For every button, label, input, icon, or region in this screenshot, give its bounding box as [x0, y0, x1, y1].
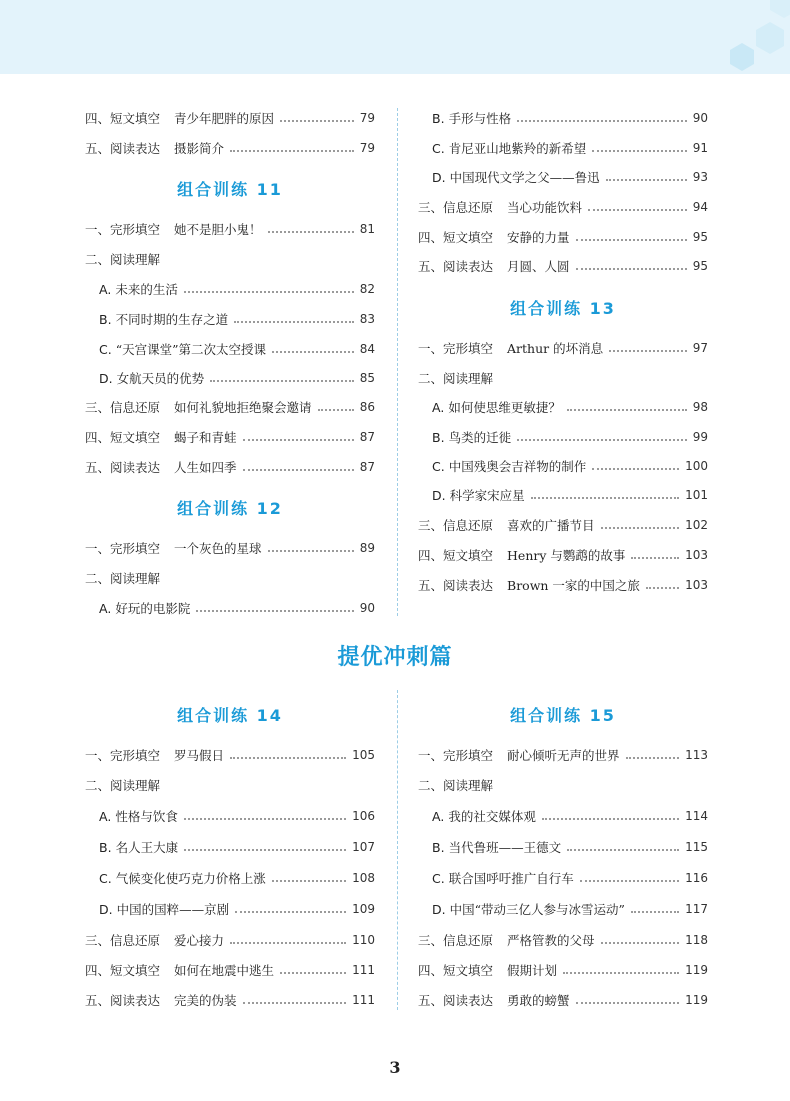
dot-leader: [184, 818, 346, 820]
toc-entry[interactable]: [85, 368, 375, 388]
entry-title: 月圆、人圆: [507, 259, 570, 274]
toc-entry[interactable]: [418, 138, 708, 158]
toc-entry[interactable]: [418, 515, 708, 535]
toc-entry[interactable]: [85, 960, 375, 980]
toc-entry[interactable]: [418, 256, 708, 276]
entry-page: 79: [359, 111, 375, 125]
dot-leader: [184, 849, 346, 851]
entry-page: 103: [685, 578, 708, 592]
entry-title: 喜欢的广播节目: [507, 518, 595, 533]
entry-title: 中国的国粹——京剧: [116, 902, 230, 917]
entry-title: 安静的力量: [507, 230, 570, 245]
entry-page: 107: [352, 840, 375, 854]
entry-page: 97: [692, 341, 708, 355]
entry-title: 如何礼貌地拒绝聚会邀请: [174, 400, 312, 415]
toc-entry[interactable]: [85, 598, 375, 618]
toc-entry[interactable]: [85, 309, 375, 329]
entry-page: 100: [685, 459, 708, 473]
entry-letter: B.: [432, 110, 445, 126]
toc-entry[interactable]: [418, 338, 708, 358]
entry-page: 119: [685, 993, 708, 1007]
entry-title: 她不是胆小鬼！: [174, 222, 262, 237]
entry-letter: D.: [432, 169, 446, 185]
dot-leader: [592, 150, 687, 152]
dot-leader: [646, 587, 679, 589]
entry-page: 108: [352, 871, 375, 885]
dot-leader: [601, 942, 680, 944]
toc-entry[interactable]: [85, 930, 375, 950]
dot-leader: [268, 231, 354, 233]
entry-section: 四、短文填空: [85, 430, 161, 445]
entry-letter: D.: [432, 487, 446, 503]
dot-leader: [196, 610, 353, 612]
entry-page: 109: [352, 902, 375, 916]
entry-letter: C.: [99, 870, 112, 886]
toc-entry[interactable]: [418, 167, 708, 187]
toc-category: [418, 368, 708, 388]
entry-section: 五、阅读表达: [85, 993, 161, 1008]
entry-page: 87: [359, 430, 375, 444]
entry-title: Brown 一家的中国之旅: [507, 578, 640, 593]
entry-section: 一、完形填空: [418, 748, 494, 763]
dot-leader: [318, 409, 354, 411]
toc-category: [85, 568, 375, 588]
entry-title: 如何使思维更敏捷？: [448, 400, 561, 415]
entry-page: 95: [692, 259, 708, 273]
entry-page: 91: [692, 141, 708, 155]
entry-section: 五、阅读表达: [85, 460, 161, 475]
toc-entry[interactable]: [418, 837, 708, 857]
entry-title: 摄影简介: [174, 141, 225, 156]
entry-section: 三、信息还原: [418, 200, 494, 215]
dot-leader: [210, 380, 354, 382]
hexagon-decoration-icon: [670, 0, 790, 74]
toc-entry[interactable]: [418, 745, 708, 765]
entry-section: 三、信息还原: [85, 933, 161, 948]
entry-title: 气候变化使巧克力价格上涨: [115, 871, 266, 886]
toc-entry[interactable]: [418, 545, 708, 565]
dot-leader: [230, 757, 346, 759]
dot-leader: [606, 179, 687, 181]
entry-letter: B.: [432, 429, 445, 445]
entry-letter: B.: [99, 311, 112, 327]
toc-entry[interactable]: [418, 868, 708, 888]
toc-entry[interactable]: [85, 279, 375, 299]
entry-page: 105: [352, 748, 375, 762]
entry-page: 98: [692, 400, 708, 414]
entry-page: 84: [359, 342, 375, 356]
entry-title: 一个灰色的星球: [174, 541, 262, 556]
toc-entry[interactable]: [418, 960, 708, 980]
toc-entry[interactable]: [418, 427, 708, 447]
page-number: 3: [389, 1058, 401, 1077]
dot-leader: [272, 880, 346, 882]
toc-category: [85, 249, 375, 269]
dot-leader: [531, 497, 679, 499]
toc-entry[interactable]: [85, 899, 375, 919]
dot-leader: [280, 120, 354, 122]
dot-leader: [576, 268, 687, 270]
entry-page: 116: [685, 871, 708, 885]
entry-title: Henry 与鹦鹉的故事: [507, 548, 626, 563]
entry-title: 人生如四季: [174, 460, 237, 475]
dot-leader: [517, 439, 687, 441]
entry-title: 我的社交媒体观: [448, 809, 536, 824]
entry-section: 一、完形填空: [85, 748, 161, 763]
entry-page: 114: [685, 809, 708, 823]
entry-section: 四、短文填空: [85, 963, 161, 978]
toc-entry[interactable]: [85, 108, 375, 128]
dot-leader: [576, 1002, 680, 1004]
dot-leader: [588, 209, 687, 211]
dot-leader: [272, 351, 354, 353]
dot-leader: [243, 1002, 347, 1004]
dot-leader: [230, 942, 346, 944]
toc-category: [85, 775, 375, 795]
entry-page: 115: [685, 840, 708, 854]
entry-letter: A.: [432, 808, 445, 824]
header-band: [0, 0, 790, 74]
entry-section: 二、阅读理解: [85, 252, 161, 267]
entry-section: 三、信息还原: [418, 518, 494, 533]
entry-page: 87: [359, 460, 375, 474]
dot-leader: [234, 321, 354, 323]
entry-letter: B.: [99, 839, 112, 855]
toc-entry[interactable]: [85, 339, 375, 359]
entry-title: 青少年肥胖的原因: [174, 111, 275, 126]
entry-title: 中国“带动三亿人参与冰雪运动”: [449, 902, 625, 917]
entry-title: 性格与饮食: [115, 809, 178, 824]
column-divider-bottom: [397, 690, 398, 1010]
dot-leader: [268, 550, 354, 552]
entry-section: 二、阅读理解: [85, 571, 161, 586]
dot-leader: [631, 911, 679, 913]
entry-page: 83: [359, 312, 375, 326]
dot-leader: [184, 291, 354, 293]
toc-entry[interactable]: [418, 806, 708, 826]
entry-page: 90: [692, 111, 708, 125]
entry-letter: C.: [432, 140, 445, 156]
dot-leader: [576, 239, 687, 241]
toc-entry[interactable]: [418, 227, 708, 247]
entry-page: 85: [359, 371, 375, 385]
entry-title: 罗马假日: [174, 748, 225, 763]
entry-page: 101: [685, 488, 708, 502]
entry-section: 四、短文填空: [85, 111, 161, 126]
entry-title: 蝎子和青蛙: [174, 430, 237, 445]
toc-entry[interactable]: [418, 899, 708, 919]
dot-leader: [243, 439, 354, 441]
entry-title: 当代鲁班——王德文: [448, 840, 562, 855]
dot-leader: [567, 409, 687, 411]
entry-title: 完美的伪装: [174, 993, 237, 1008]
entry-page: 113: [685, 748, 708, 762]
entry-section: 三、信息还原: [418, 933, 494, 948]
entry-section: 五、阅读表达: [85, 141, 161, 156]
dot-leader: [280, 972, 346, 974]
dot-leader: [517, 120, 687, 122]
entry-section: 二、阅读理解: [418, 371, 494, 386]
toc-entry[interactable]: [85, 990, 375, 1010]
entry-section: 四、短文填空: [418, 230, 494, 245]
entry-page: 90: [359, 601, 375, 615]
entry-page: 99: [692, 430, 708, 444]
dot-leader: [567, 849, 679, 851]
dot-leader: [631, 557, 679, 559]
entry-letter: C.: [99, 341, 112, 357]
dot-leader: [243, 469, 354, 471]
entry-page: 103: [685, 548, 708, 562]
entry-section: 四、短文填空: [418, 963, 494, 978]
entry-page: 102: [685, 518, 708, 532]
entry-title: 女航天员的优势: [116, 371, 205, 386]
toc-entry[interactable]: [418, 108, 708, 128]
entry-page: 106: [352, 809, 375, 823]
entry-page: 110: [352, 933, 375, 947]
entry-title: 联合国呼吁推广自行车: [448, 871, 574, 886]
entry-title: 未来的生活: [115, 282, 178, 297]
entry-section: 二、阅读理解: [418, 778, 494, 793]
entry-section: 五、阅读表达: [418, 259, 494, 274]
toc-entry[interactable]: [85, 837, 375, 857]
entry-letter: A.: [99, 281, 112, 297]
toc-entry[interactable]: [85, 868, 375, 888]
entry-letter: C.: [432, 870, 445, 886]
toc-entry[interactable]: [418, 990, 708, 1010]
dot-leader: [235, 911, 346, 913]
entry-section: 二、阅读理解: [85, 778, 161, 793]
entry-section: 三、信息还原: [85, 400, 161, 415]
toc-entry[interactable]: [418, 930, 708, 950]
toc-entry[interactable]: [85, 806, 375, 826]
dot-leader: [601, 527, 680, 529]
entry-title: 严格管教的父母: [507, 933, 595, 948]
dot-leader: [609, 350, 687, 352]
entry-page: 89: [359, 541, 375, 555]
toc-entry[interactable]: [85, 745, 375, 765]
entry-page: 86: [359, 400, 375, 414]
group-15-heading: 组合训练 15: [510, 706, 616, 725]
dot-leader: [580, 880, 679, 882]
toc-entry[interactable]: [418, 575, 708, 595]
dot-leader: [542, 818, 679, 820]
column-divider-top: [397, 108, 398, 616]
entry-page: 81: [359, 222, 375, 236]
toc-entry[interactable]: [85, 427, 375, 447]
toc-entry[interactable]: [85, 138, 375, 158]
entry-letter: C.: [432, 458, 445, 474]
entry-title: 鸟类的迁徙: [448, 430, 512, 445]
entry-title: 名人王大康: [115, 840, 179, 855]
group-14-heading: 组合训练 14: [177, 706, 283, 725]
group-11-heading: 组合训练 11: [177, 180, 283, 199]
entry-letter: A.: [99, 808, 112, 824]
entry-letter: A.: [432, 399, 445, 415]
entry-page: 95: [692, 230, 708, 244]
entry-section: 一、完形填空: [85, 541, 161, 556]
entry-title: 如何在地震中逃生: [174, 963, 275, 978]
entry-page: 111: [352, 963, 375, 977]
entry-page: 93: [692, 170, 708, 184]
entry-title: 不同时期的生存之道: [115, 312, 229, 327]
entry-letter: B.: [432, 839, 445, 855]
dot-leader: [626, 757, 680, 759]
entry-title: 好玩的电影院: [115, 601, 191, 616]
dot-leader: [230, 150, 354, 152]
toc-entry[interactable]: [418, 456, 708, 476]
entry-title: 耐心倾听无声的世界: [507, 748, 620, 763]
entry-title: 假期计划: [507, 963, 558, 978]
entry-title: “天宫课堂”第二次太空授课: [115, 342, 266, 357]
entry-page: 111: [352, 993, 375, 1007]
entry-page: 119: [685, 963, 708, 977]
entry-section: 一、完形填空: [418, 341, 494, 356]
entry-title: 当心功能饮料: [507, 200, 583, 215]
dot-leader: [563, 972, 679, 974]
entry-letter: A.: [99, 600, 112, 616]
entry-letter: D.: [99, 370, 113, 386]
toc-entry[interactable]: [418, 397, 708, 417]
toc-entry[interactable]: [85, 219, 375, 239]
entry-section: 五、阅读表达: [418, 993, 494, 1008]
entry-title: 肯尼亚山地紫羚的新希望: [448, 141, 587, 156]
entry-title: 中国残奥会吉祥物的制作: [448, 459, 587, 474]
entry-letter: D.: [432, 901, 446, 917]
toc-entry[interactable]: [418, 485, 708, 505]
toc-entry[interactable]: [85, 538, 375, 558]
group-13-heading: 组合训练 13: [510, 299, 616, 318]
entry-section: 四、短文填空: [418, 548, 494, 563]
entry-page: 118: [685, 933, 708, 947]
toc-entry[interactable]: [85, 397, 375, 417]
part-title: 提优冲刺篇: [337, 644, 453, 670]
entry-title: 手形与性格: [448, 111, 512, 126]
entry-section: 一、完形填空: [85, 222, 161, 237]
toc-entry[interactable]: [418, 197, 708, 217]
entry-title: 中国现代文学之父——鲁迅: [449, 170, 600, 185]
entry-section: 五、阅读表达: [418, 578, 494, 593]
group-12-heading: 组合训练 12: [177, 499, 283, 518]
entry-letter: D.: [99, 901, 113, 917]
entry-title: 爱心接力: [174, 933, 225, 948]
entry-page: 117: [685, 902, 708, 916]
entry-page: 94: [692, 200, 708, 214]
entry-title: 勇敢的螃蟹: [507, 993, 570, 1008]
entry-page: 82: [359, 282, 375, 296]
entry-page: 79: [359, 141, 375, 155]
entry-title: Arthur 的坏消息: [507, 341, 604, 356]
toc-entry[interactable]: [85, 457, 375, 477]
entry-title: 科学家宋应星: [449, 488, 525, 503]
toc-category: [418, 775, 708, 795]
dot-leader: [592, 468, 679, 470]
